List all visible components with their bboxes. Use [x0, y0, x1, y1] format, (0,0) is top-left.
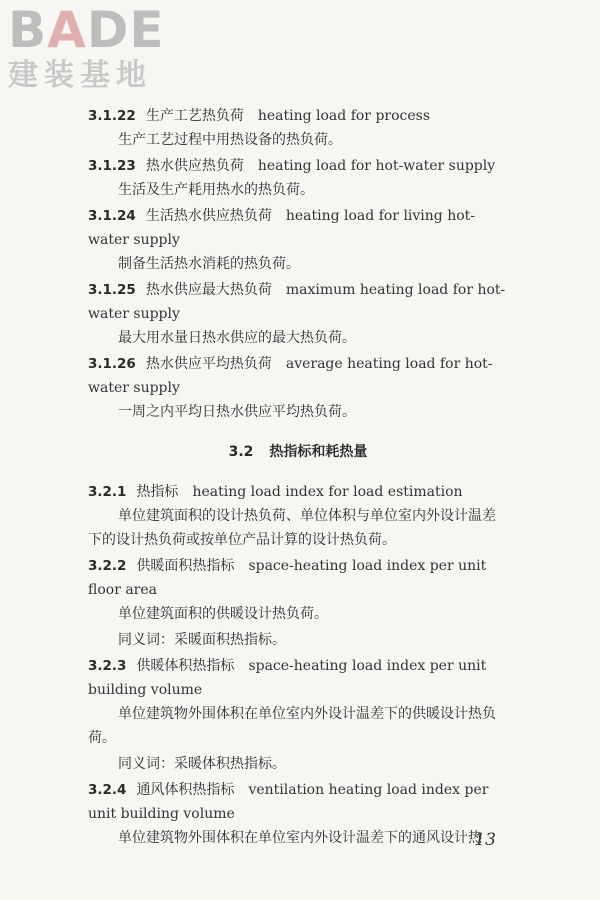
term-number: 3.1.24 — [88, 208, 136, 224]
term-definition: 最大用水量日热水供应的最大热负荷。 — [118, 330, 356, 346]
term-definition: 一周之内平均日热水供应平均热负荷。 — [118, 404, 356, 420]
term-synonym: 同义词：采暖面积热指标。 — [118, 632, 286, 648]
term-zh: 生活热水供应热负荷 — [145, 208, 272, 224]
term-en: ventilation heating load index per unit building volume — [88, 782, 489, 822]
page-number: 13 — [474, 830, 496, 850]
term-definition: 单位建筑物外围体积在单位室内外设计温差下的供暖设计热负荷。 — [88, 706, 496, 746]
section-title: 热指标和耗热量 — [269, 444, 368, 460]
bade-logo — [8, 1, 178, 94]
term-3-2-4 — [88, 778, 508, 850]
term-en: maximum heating load for hot-water supply — [88, 282, 506, 322]
term-number: 3.1.22 — [88, 108, 136, 124]
term-en: heating load index for load estimation — [192, 484, 463, 500]
term-zh: 通风体积热指标 — [136, 782, 235, 798]
term-en: heating load for living hot-water supply — [88, 208, 476, 248]
term-definition: 生活及生产耗用热水的热负荷。 — [118, 182, 314, 198]
term-number: 3.2.3 — [88, 658, 127, 674]
term-zh: 热水供应最大热负荷 — [145, 282, 272, 298]
logo-subtitle: 建装基地 — [8, 58, 152, 93]
term-zh: 供暖体积热指标 — [136, 658, 235, 674]
term-en: space-heating load index per unit building volume — [88, 658, 487, 698]
term-definition: 单位建筑面积的设计热负荷、单位体积与单位室内外设计温差下的设计热负荷或按单位产品计算的设计热负荷。 — [88, 508, 496, 548]
term-3-1-24 — [88, 204, 508, 276]
term-synonym: 同义词：采暖体积热指标。 — [118, 756, 286, 772]
term-definition: 制备生活热水消耗的热负荷。 — [118, 256, 300, 272]
term-3-2-1 — [88, 480, 508, 552]
term-zh: 热水供应平均热负荷 — [145, 356, 272, 372]
section-number: 3.2 — [228, 444, 254, 460]
term-3-1-22 — [88, 104, 508, 152]
term-zh: 热指标 — [136, 484, 179, 500]
document-body — [88, 104, 508, 852]
term-3-2-2 — [88, 554, 508, 652]
term-definition: 单位建筑物外围体积在单位室内外设计温差下的通风设计热 — [118, 830, 482, 846]
term-3-2-3 — [88, 654, 508, 776]
term-number: 3.2.4 — [88, 782, 127, 798]
term-en: heating load for process — [257, 108, 431, 124]
term-number: 3.2.2 — [88, 558, 127, 574]
term-number: 3.1.25 — [88, 282, 136, 298]
term-en: space-heating load index per unit floor area — [88, 558, 487, 598]
logo-wordmark: BADE — [8, 1, 165, 59]
term-number: 3.2.1 — [88, 484, 127, 500]
term-definition: 单位建筑面积的供暖设计热负荷。 — [118, 606, 328, 622]
term-3-1-23 — [88, 154, 508, 202]
term-zh: 生产工艺热负荷 — [145, 108, 244, 124]
term-3-1-25 — [88, 278, 508, 350]
term-number: 3.1.23 — [88, 158, 136, 174]
section-heading — [88, 440, 508, 464]
term-en: heating load for hot-water supply — [257, 158, 496, 174]
term-definition: 生产工艺过程中用热设备的热负荷。 — [118, 132, 342, 148]
term-en: average heating load for hot-water supply — [88, 356, 493, 396]
term-number: 3.1.26 — [88, 356, 136, 372]
term-3-1-26 — [88, 352, 508, 424]
term-zh: 供暖面积热指标 — [136, 558, 235, 574]
term-zh: 热水供应热负荷 — [145, 158, 244, 174]
